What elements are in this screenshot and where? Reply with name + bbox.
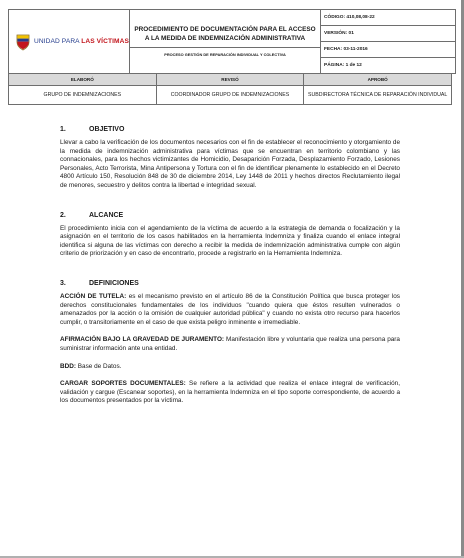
section-number: 3. — [60, 279, 66, 287]
title-cell — [130, 10, 321, 74]
definition-text: Manifestación libre y voluntaria que realiza una persona para suministrar información ante una entidad. — [60, 336, 400, 352]
alcance-paragraph: El procedimiento inicia con el agendamiento de la víctima de acuerdo a la estrategia de demanda o focalización y la asignación en el territorio de los casos habilitados en la herramienta Indemniza y finaliza cuando el enlace integral identifica si alguna de las víctimas con derecho a recibir la medida de indemnización administrativa cumple con algún criterio de priorización y en caso de encontrarlo, procede a registrarlo en la Herramienta Indemniza. — [60, 224, 400, 258]
logo-text-part1: UNIDAD PARA — [34, 38, 82, 45]
section-title: OBJETIVO — [89, 126, 125, 133]
document-version: VERSIÓN: 01 — [321, 26, 455, 42]
section-number: 1. — [60, 126, 66, 133]
logo-text-part2: LAS VÍCTIMAS — [81, 38, 129, 45]
section-title: DEFINICIONES — [89, 279, 139, 287]
document-code: CÓDIGO: 410,08,08-22 — [321, 10, 455, 26]
definition-text: es el mecanismo previsto en el artículo 86 de la Constitución Política que busca proteger los derechos constitucionales fundamentales de los individuos "cuando quiera que éstos resulten vulnerados o amenazados por la acción o la omisión de cualquier autoridad pública" y cuando no exista otro recurso para hacerlos cumplir, o transitoriamente en el caso de que exista peligro inminente e irremediable. — [60, 292, 400, 326]
definition-afirmacion — [60, 336, 400, 353]
objetivo-paragraph: Llevar a cabo la verificación de los documentos necesarios con el fin de establecer el reconocimiento y otorgamiento de la medida de indemnización administrativa para víctimas que se encuentran en territorio colombiano y las connacionales, para los hechos victimizantes de Homicidio, Desaparición Forzada, Desplazamiento Forzado, Lesiones Personales, Acto Terrorista, Mina Antipersona y Tortura con el fin de identificar plenamente lo establecido en el Decreto 4800 Artículo 150, Resolución 848 de 30 de diciembre 2014, Ley 1448 de 2011 y hechos directos Reclutamiento ilegal de menores, secuestro y delitos contra la libertad e integridad sexual. — [60, 139, 400, 189]
section-number: 2. — [60, 211, 66, 219]
definition-text: Base de Datos. — [75, 362, 122, 370]
section-heading-definiciones — [60, 280, 400, 287]
definition-cargar-soportes — [60, 380, 400, 406]
section-title: ALCANCE — [89, 211, 124, 219]
definition-bdd — [60, 363, 400, 372]
aprobo-header: APROBÓ — [304, 74, 452, 86]
document-body — [60, 126, 400, 406]
definition-term: BDD: — [60, 362, 76, 370]
elaboro-header: ELABORÓ — [9, 74, 157, 86]
document-title: PROCEDIMIENTO DE DOCUMENTACIÓN PARA EL ACCESO A LA MEDIDA DE INDEMNIZACIÓN ADMINISTRATIVA — [134, 26, 316, 42]
section-heading-objetivo — [60, 126, 400, 133]
aprobo-value: SUBDIRECTORA TÉCNICA DE REPARACIÓN INDIVIDUAL — [304, 86, 452, 105]
section-heading-alcance — [60, 212, 400, 219]
definition-term: CARGAR SOPORTES DOCUMENTALES: — [60, 380, 186, 388]
definition-accion-tutela — [60, 293, 400, 327]
elaboro-value: GRUPO DE INDEMNIZACIONES — [9, 86, 157, 105]
document-header — [8, 9, 456, 74]
definition-text: Se refiere a la actividad que realiza el enlace integral de verificación, validación y cargue (Escanear soportes), en la herramienta Indemniza en el tipo soporte correspondiente, de acuerdo a los documentos presentados por la víctima. — [60, 380, 401, 405]
document-date: FECHA: 03-11-2016 — [321, 42, 455, 58]
approval-table — [8, 73, 452, 105]
logo-text — [34, 38, 129, 45]
reviso-value: COORDINADOR GRUPO DE INDEMNIZACIONES — [156, 86, 304, 105]
logo-cell — [9, 10, 130, 74]
unidad-victimas-logo — [9, 33, 129, 51]
colombia-seal-icon — [15, 33, 31, 51]
process-name: PROCESO GESTIÓN DE REPARACIÓN INDIVIDUAL Y COLECTIVA — [130, 47, 320, 60]
reviso-header: REVISÓ — [156, 74, 304, 86]
page-number: PÁGINA: 1 de 12 — [324, 63, 362, 68]
meta-cell — [321, 10, 456, 74]
definition-term: AFIRMACIÓN BAJO LA GRAVEDAD DE JURAMENTO: — [60, 336, 225, 344]
definition-term: ACCIÓN DE TUTELA: — [60, 292, 127, 300]
